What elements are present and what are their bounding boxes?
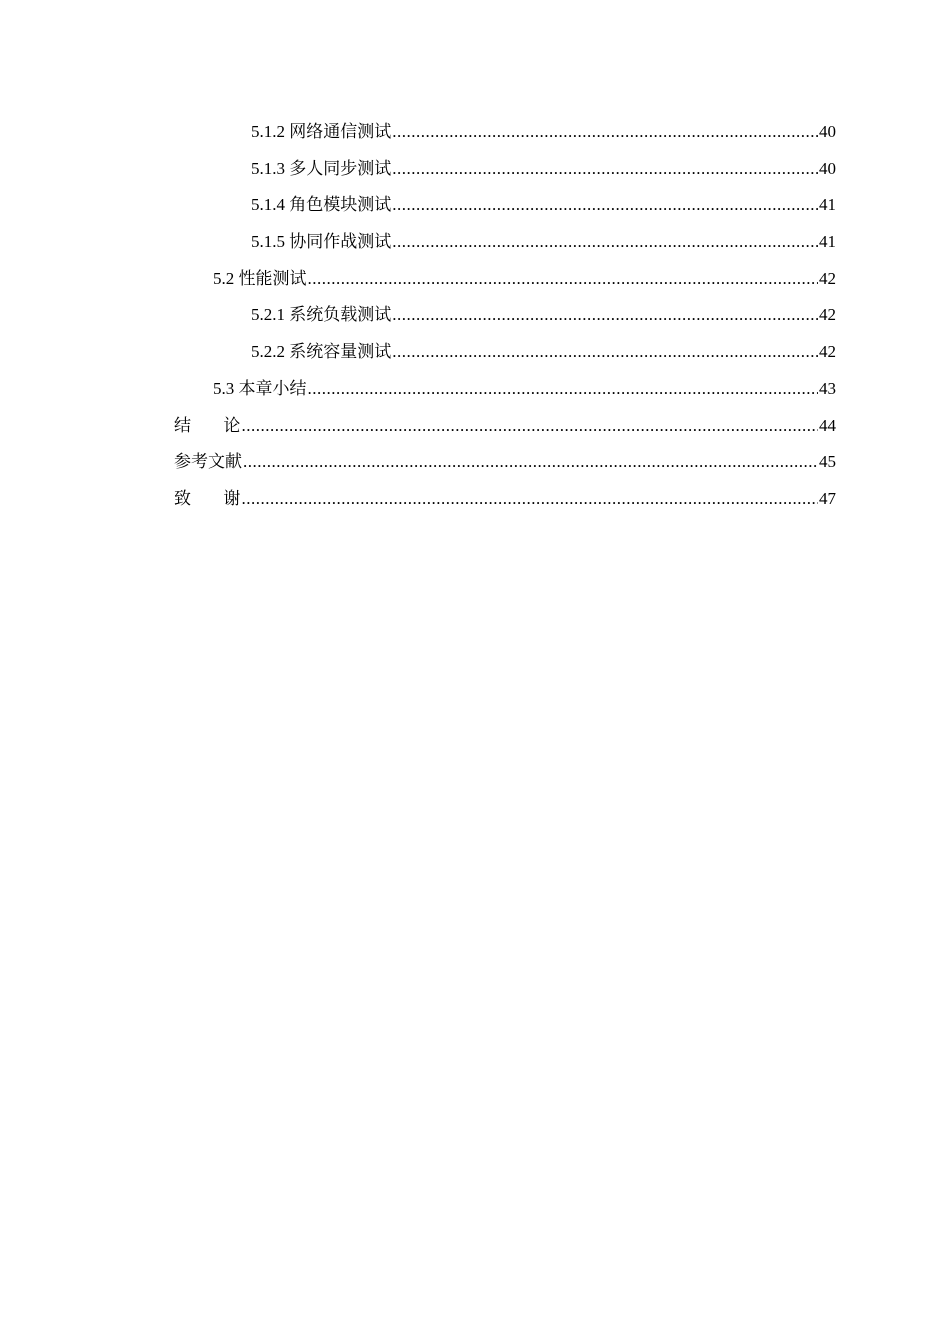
toc-leader-dots: [308, 261, 819, 298]
toc-entry-page: 41: [819, 232, 836, 252]
toc-entry-page: 40: [819, 158, 836, 178]
toc-entry-5-2-2[interactable]: [0, 334, 950, 371]
toc-entry-page: 43: [819, 378, 836, 398]
toc-entry-page: 41: [819, 195, 836, 215]
toc-entry-acknowledgements[interactable]: [0, 481, 950, 518]
toc-entry-page: 42: [819, 342, 836, 362]
toc-entry-5-1-2[interactable]: [0, 114, 950, 151]
toc-leader-dots: [392, 114, 818, 151]
toc-leader-dots: [392, 297, 818, 334]
toc-entry-title: 5.2.2 系统容量测试: [251, 342, 392, 362]
toc-entry-5-1-5[interactable]: [0, 224, 950, 261]
toc-entry-page: 44: [819, 415, 836, 435]
toc-entry-title: 参考文献: [174, 452, 242, 473]
toc-entry-title: 5.3 本章小结: [213, 378, 307, 398]
toc-leader-dots: [392, 187, 818, 224]
toc-entry-title: 5.2.1 系统负载测试: [251, 305, 392, 325]
toc-leader-dots: [392, 334, 818, 371]
toc-entry-page: 40: [819, 122, 836, 141]
toc-leader-dots: [241, 481, 818, 518]
toc-entry-page: 42: [819, 305, 836, 325]
toc-entry-page: 45: [819, 452, 836, 472]
toc-entry-title: 5.1.3 多人同步测试: [251, 158, 392, 178]
toc-entry-5-3[interactable]: [0, 371, 950, 408]
toc-entry-title: 5.2 性能测试: [213, 268, 307, 288]
toc-entry-title: 5.1.2 网络通信测试: [251, 122, 392, 141]
toc-entry-title: 5.1.4 角色模块测试: [251, 195, 392, 215]
toc-entry-5-1-4[interactable]: [0, 187, 950, 224]
toc-leader-dots: [243, 444, 818, 481]
toc-entry-title: 致 谢: [174, 488, 241, 509]
toc-entry-5-2-1[interactable]: [0, 297, 950, 334]
toc-leader-dots: [392, 151, 818, 188]
toc-entry-page: 42: [819, 268, 836, 288]
toc-entry-conclusion[interactable]: [0, 408, 950, 445]
toc-entry-page: 47: [819, 488, 836, 508]
toc-leader-dots: [308, 371, 819, 408]
toc-leader-dots: [241, 408, 818, 445]
table-of-contents: [0, 114, 950, 518]
toc-entry-5-2[interactable]: [0, 261, 950, 298]
toc-entry-5-1-3[interactable]: [0, 151, 950, 188]
toc-leader-dots: [392, 224, 818, 261]
toc-entry-title: 5.1.5 协同作战测试: [251, 232, 392, 252]
toc-entry-title: 结 论: [174, 415, 241, 436]
toc-entry-references[interactable]: [0, 444, 950, 481]
